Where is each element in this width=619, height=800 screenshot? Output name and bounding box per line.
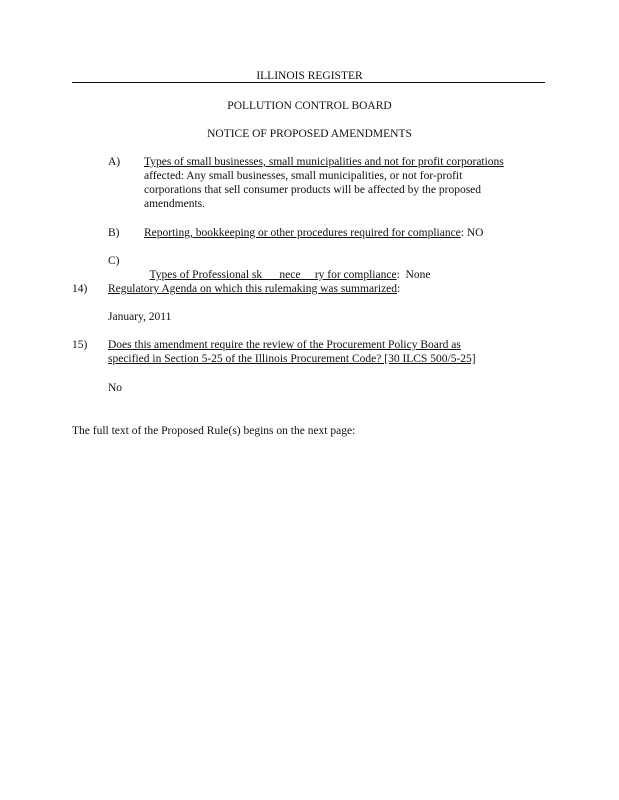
item-15-answer: No [108,382,123,394]
item-15-heading-line2 [108,352,476,366]
item-c-heading: Types of Professional sk nece ry for compliance [149,269,397,281]
item-14-number: 14) [72,283,88,295]
item-15-number: 15) [72,339,88,351]
item-b-line [144,226,483,240]
item-14-line [108,282,400,296]
item-15-heading-line1 [108,338,461,352]
item-14-answer: January, 2011 [108,311,172,323]
item-b-label: B) [108,227,120,239]
item-a-text-line2: corporations that sell consumer products will be affected by the proposed [144,184,482,196]
item-14-colon: : [397,283,401,295]
item-a-text-line3: amendments. [144,198,205,210]
agency-name: POLLUTION CONTROL BOARD [227,100,392,112]
register-title: ILLINOIS REGISTER [256,70,363,82]
item-c-answer: : None [396,269,431,281]
item-c-label: C) [108,255,120,267]
notice-title: NOTICE OF PROPOSED AMENDMENTS [207,128,412,140]
item-15-heading-text2: specified in Section 5-25 of the Illinois Procurement Code? [30 ILCS 500/5-25] [108,353,476,365]
item-a-heading [144,155,504,169]
item-a-text-line1: affected: Any small businesses, small municipalities, or not for-profit [144,170,463,182]
item-14-heading: Regulatory Agenda on which this rulemaking was summarized [108,283,398,295]
item-b-heading: Reporting, bookkeeping or other procedures required for compliance [144,227,461,239]
item-b-answer: : NO [460,227,484,239]
item-a-heading-text: Types of small businesses, small municipalities and not for profit corporations [144,156,504,168]
item-c-line [144,254,430,282]
closing-statement: The full text of the Proposed Rule(s) begins on the next page: [72,425,356,437]
item-a-label: A) [108,156,121,168]
header-rule [72,82,545,83]
item-15-heading-text1: Does this amendment require the review of the Procurement Policy Board as [108,339,461,351]
